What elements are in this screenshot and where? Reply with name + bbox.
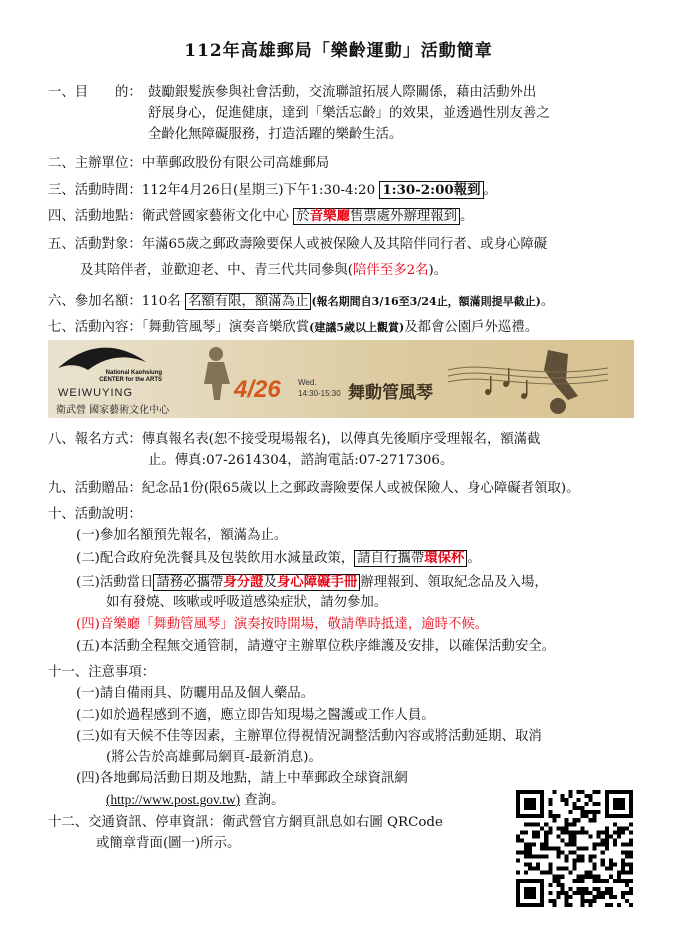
dancer-right-icon xyxy=(544,350,578,414)
section-target-line-2 xyxy=(80,262,447,280)
section-gift: 九、活動贈品：紀念品1份(限65歲以上之郵政壽險要保人或被保險人、身心障礙者領取)。 xyxy=(48,481,580,496)
notes-id-card: 身分證 xyxy=(223,574,264,590)
notes-disability-handbook: 身心障礙手冊 xyxy=(276,574,358,590)
banner-en-line-2: CENTER for the ARTS xyxy=(99,377,162,383)
notes-item-2-tail: 。 xyxy=(467,551,481,566)
section-purpose-line-2: 舒展身心，促進健康，達到「樂活忘齡」的效果，並透過性別友善之 xyxy=(148,106,550,121)
section-venue xyxy=(48,207,473,226)
quota-text: 六、參加名額：110名 xyxy=(48,294,181,309)
venue-box-pre: 於 xyxy=(296,209,310,224)
notes-and: 及 xyxy=(263,575,277,590)
section-quota xyxy=(48,293,554,311)
music-staff-icon xyxy=(448,367,608,372)
venue-tail: 。 xyxy=(459,209,474,224)
attention-item-3-line-2: (將公告於高雄郵局網頁-最新消息)。 xyxy=(106,750,322,765)
venue-box xyxy=(293,208,460,225)
banner-event-title: 舞動管風琴 xyxy=(348,383,433,403)
banner-time: 14:30-15:30 xyxy=(298,389,341,398)
notes-item-3-box-text: 請務必攜帶 xyxy=(156,575,224,590)
notes-item-3-tail: 辦理報到、領取紀念品及入場， xyxy=(360,575,548,590)
attention-item-1: (一)請自備雨具、防曬用品及個人藥品。 xyxy=(76,686,315,701)
notes-item-5: (五)本活動全程無交通管制，請遵守主辦單位秩序維護及安排，以確保活動安全。 xyxy=(76,639,556,654)
section-traffic-line-2: 或簡章背面(圖一)所示。 xyxy=(96,836,241,851)
target-tail: )。 xyxy=(428,263,448,278)
banner-date: 4/26 xyxy=(234,376,281,403)
attention-item-4: (四)各地郵局活動日期及地點，請上中華郵政全球資訊網 xyxy=(76,771,408,786)
section-target-line-1: 五、活動對象：年滿65歲之郵政壽險要保人或被保險人及其陪伴同行者、或身心障礙 xyxy=(48,237,548,252)
notes-item-2-text: (二)配合政府免洗餐具及包裝飲用水減量政策， xyxy=(76,551,355,566)
quota-box: 名額有限，額滿為止 xyxy=(185,293,312,310)
banner-brand: WEIWUYING xyxy=(58,387,133,399)
attention-item-3: (三)如有天候不佳等因素，主辦單位得視情況調整活動內容或將活動延期、取消 xyxy=(76,729,542,744)
page-title: 112年高雄郵局「樂齡運動」活動簡章 xyxy=(184,41,493,61)
quota-tail: 。 xyxy=(540,294,555,309)
section-attention-label: 十一、注意事項： xyxy=(48,665,156,680)
banner-weekday: Wed. xyxy=(298,378,317,387)
notes-item-1: (一)參加名額預先報名，額滿為止。 xyxy=(76,528,288,543)
notes-item-3-box xyxy=(153,574,360,591)
section-organizer: 二、主辦單位：中華郵政股份有限公司高雄郵局 xyxy=(48,156,330,171)
content-text: 七、活動內容：「舞動管風琴」演奏音樂欣賞 xyxy=(48,320,310,335)
time-tail: 。 xyxy=(483,183,497,198)
section-content xyxy=(48,319,538,337)
venue-text: 四、活動地點：衛武營國家藝術文化中心 xyxy=(48,209,290,224)
dancer-left-icon xyxy=(204,347,230,400)
target-companion-limit: 陪伴至多2名 xyxy=(353,263,429,278)
section-registration-line-1: 八、報名方式：傳真報名表(恕不接受現場報名)，以傳真先後順序受理報名，額滿截 xyxy=(48,432,541,447)
notes-eco-cup: 環保杯 xyxy=(424,550,465,566)
event-banner xyxy=(48,340,634,418)
music-note-icon xyxy=(485,368,528,399)
attention-item-2: (二)如於過程感到不適，應立即告知現場之醫護或工作人員。 xyxy=(76,708,435,723)
section-registration-line-2: 止。傳真:07-2614304，諮詢電話:07-2717306。 xyxy=(148,453,454,468)
checkin-time-box: 1:30-2:00報到 xyxy=(379,181,483,199)
section-time xyxy=(48,181,497,200)
venue-box-post: 售票處外辦理報到 xyxy=(349,209,457,224)
notes-item-3 xyxy=(76,573,548,592)
qr-code-icon[interactable] xyxy=(516,790,633,907)
notes-item-3-text: (三)活動當日 xyxy=(76,575,154,590)
content-tail: 及都會公園戶外巡禮。 xyxy=(404,320,539,335)
notes-item-2-box xyxy=(354,550,467,567)
notes-item-3-line-2: 如有發燒、咳嗽或呼吸道感染症狀，請勿參加。 xyxy=(106,595,388,610)
venue-concert-hall: 音樂廳 xyxy=(309,208,350,224)
section-purpose-line-1: 鼓勵銀髮族參與社會活動，交流聯誼拓展人際關係，藉由活動外出 xyxy=(148,85,537,100)
banner-venue-zh: 衛武營 國家藝術文化中心 xyxy=(56,405,170,416)
section-traffic-line-1: 十二、交通資訊、停車資訊：衛武營官方網頁訊息如右圖 QRCode xyxy=(48,815,443,830)
notes-item-2-box-text: 請自行攜帶 xyxy=(357,551,425,566)
target-text: 及其陪伴者，並歡迎老、中、青三代共同參與( xyxy=(80,263,354,278)
post-website-link[interactable]: (http://www.post.gov.tw) xyxy=(106,792,241,807)
section-notes-label: 十、活動說明： xyxy=(48,507,142,522)
quota-registration-period: (報名期間自3/16至3/24止，額滿則提早截止) xyxy=(311,295,541,308)
notes-item-4: (四)音樂廳「舞動管風琴」演奏按時開場，敬請準時抵達，逾時不候。 xyxy=(76,617,489,632)
notes-item-2 xyxy=(76,549,481,568)
section-purpose-line-3: 全齡化無障礙服務，打造活躍的樂齡生活。 xyxy=(148,127,403,142)
banner-en-line-1: National Kaohsiung xyxy=(105,370,162,376)
weiwuying-logo-icon xyxy=(58,348,146,370)
attention-item-4-tail: 查詢。 xyxy=(240,793,285,808)
attention-item-4-line-2 xyxy=(106,791,284,810)
section-purpose-label: 一、目 的： xyxy=(48,85,142,100)
content-age-note: (建議5歲以上觀賞) xyxy=(309,321,405,334)
time-text: 三、活動時間：112年4月26日(星期三)下午1:30-4:20 xyxy=(48,183,376,198)
